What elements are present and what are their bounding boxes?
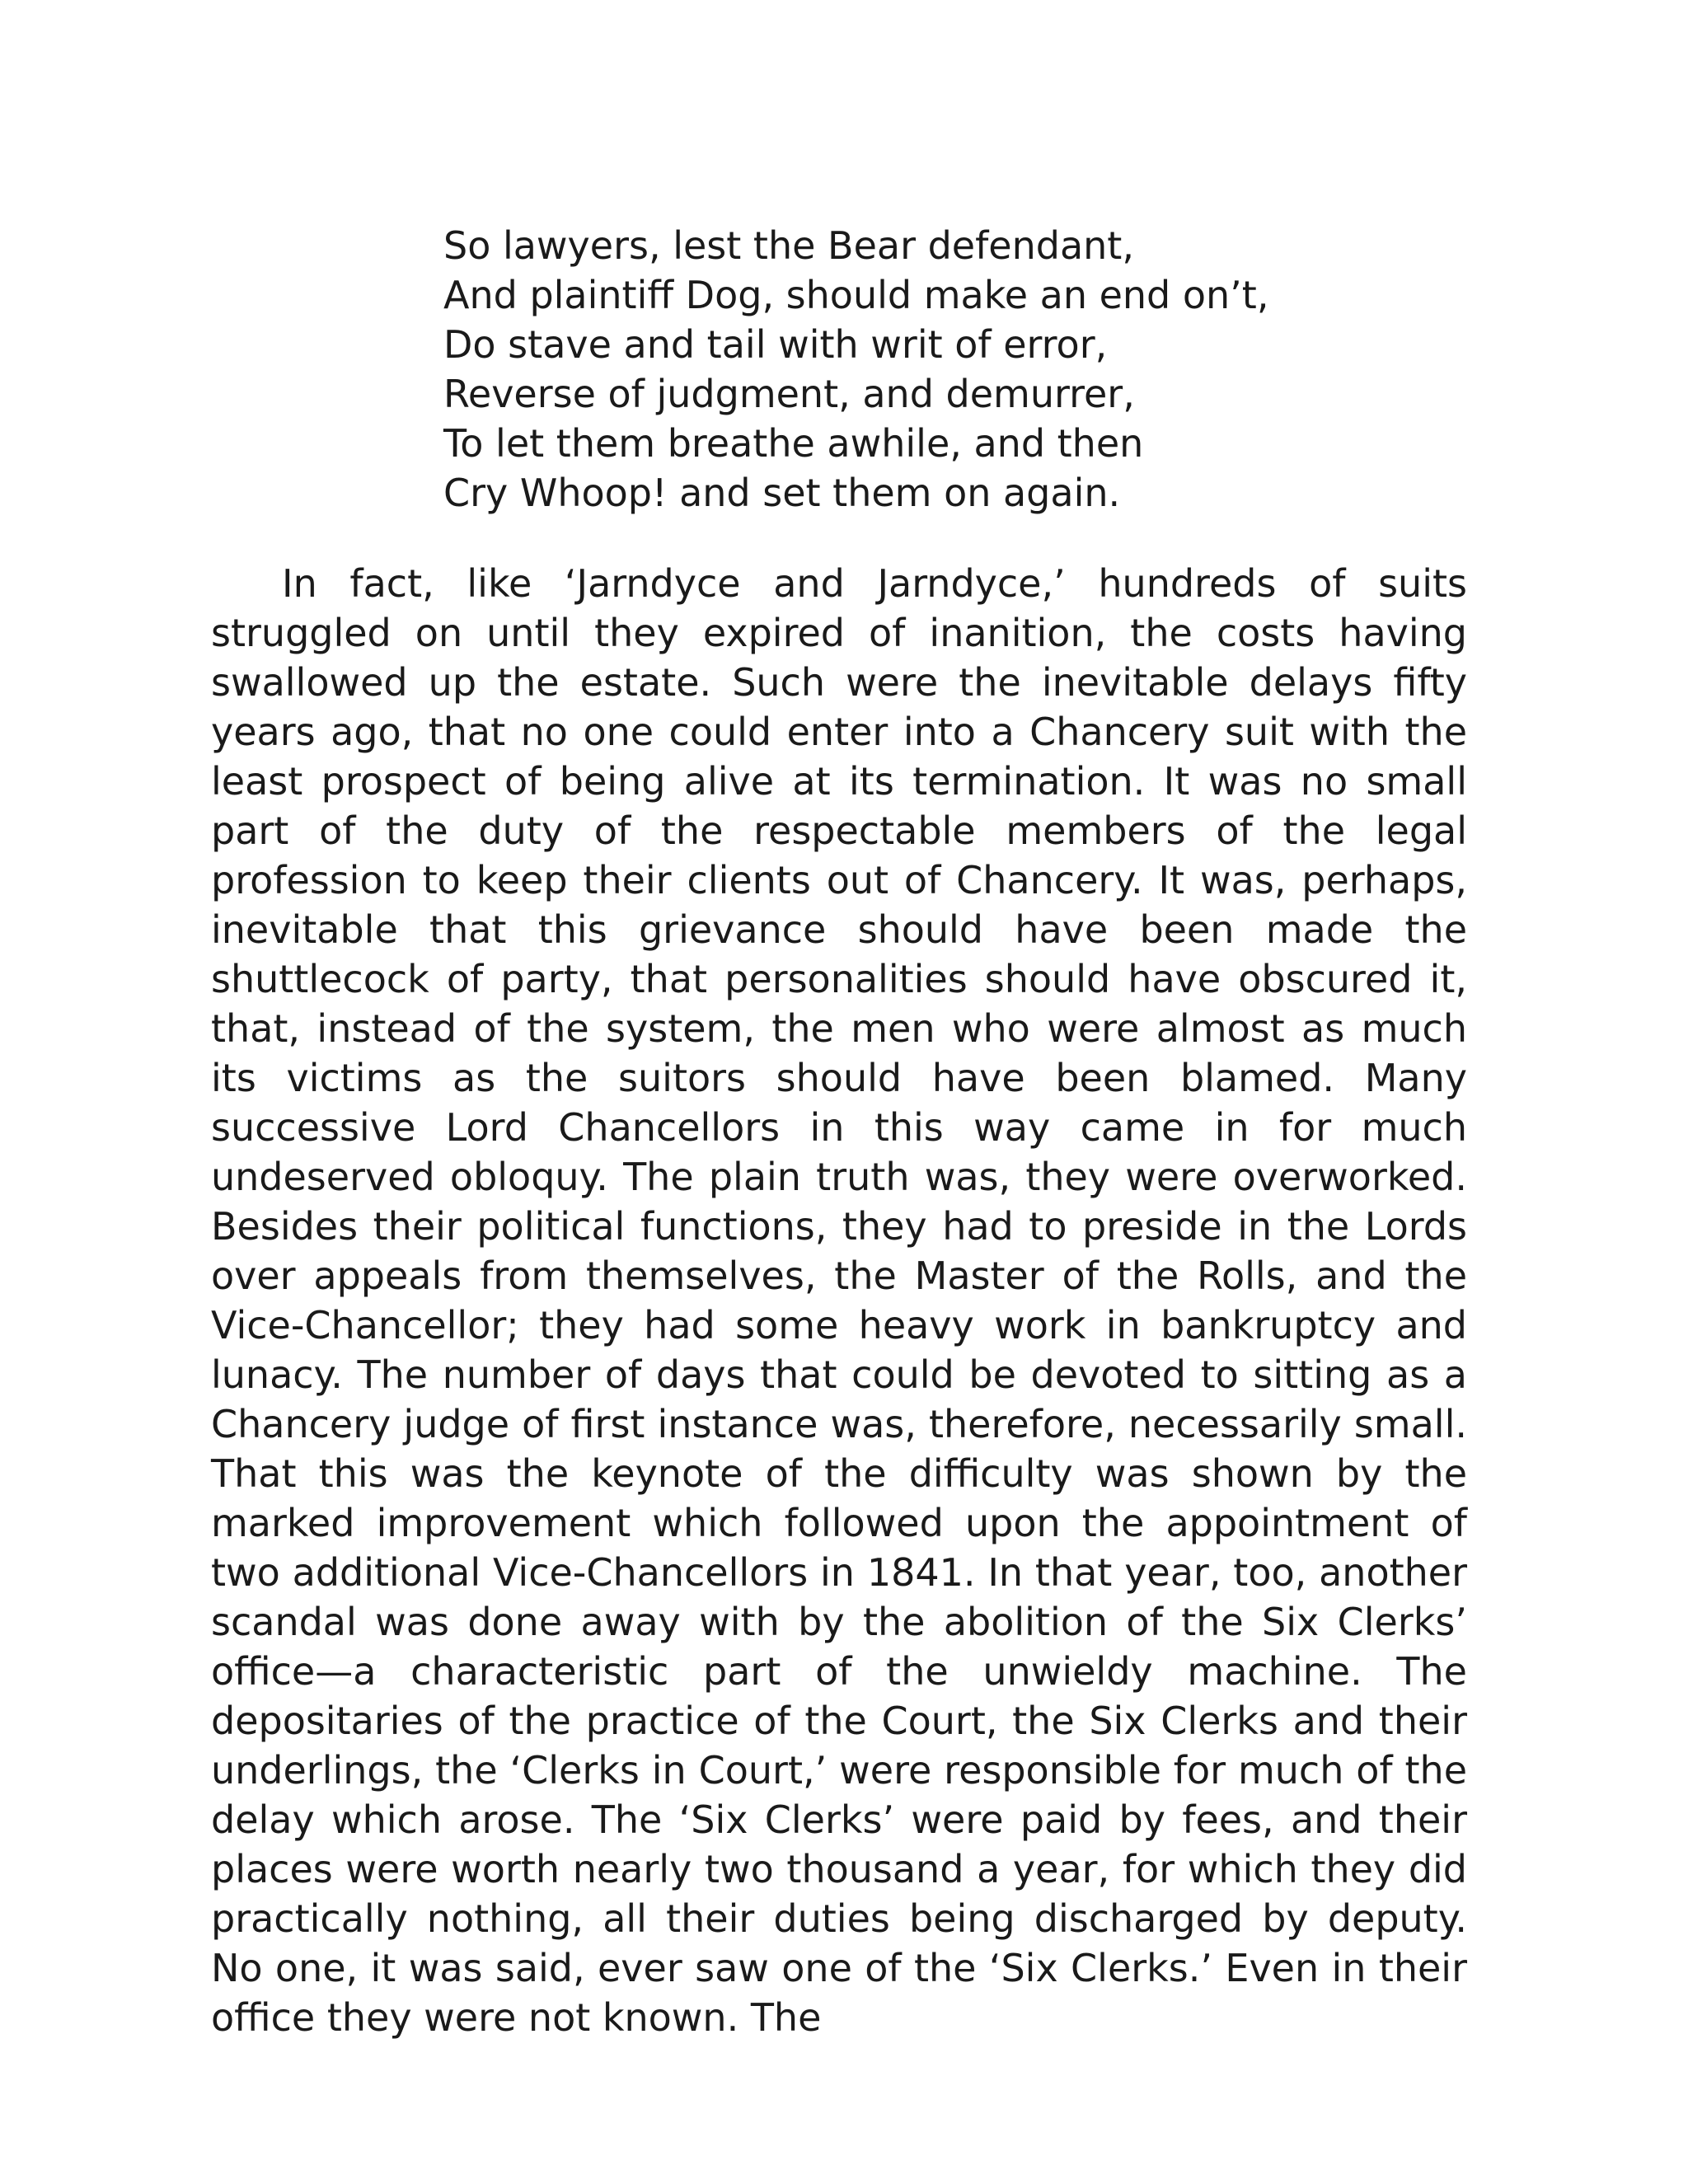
verse-line: To let them breathe awhile, and then xyxy=(443,421,1144,466)
verse-quotation xyxy=(443,221,1515,518)
body-paragraph: In fact, like ‘Jarndyce and Jarndyce,’ hundreds of suits struggled on until they expired of inanition, the costs having swallowed up the estate. Such were the inevitable delays fifty years ago, that no one could enter into a Chancery suit with the least prospect of being alive at its termination. It was no small part of the duty of the respectable members of the legal profession to keep their clients out of Chancery. It was, perhaps, inevitable that this grievance should have been made the shuttlecock of party, that personalities should have obscured it, that, instead of the system, the men who were almost as much its victims as the suitors should have been blamed. Many successive Lord Chancellors in this way came in for much undeserved obloquy. The plain truth was, they were overworked. Besides their political functions, they had to preside in the Lords over appeals from themselves, the Master of the Rolls, and the Vice-Chancellor; they had some heavy work in bankruptcy and lunacy. The number of days that could be devoted to sitting as a Chancery judge of first instance was, therefore, necessarily small. That this was the keynote of the difficulty was shown by the marked improvement which followed upon the appointment of two additional Vice-Chancellors in 1841. In that year, too, another scandal was done away with by the abolition of the Six Clerks’ office—a characteristic part of the unwieldy machine. The depositaries of the practice of the Court, the Six Clerks and their underlings, the ‘Clerks in Court,’ were responsible for much of the delay which arose. The ‘Six Clerks’ were paid by fees, and their places were worth nearly two thousand a year, for which they did practically nothing, all their duties being discharged by deputy. No one, it was said, ever saw one of the ‘Six Clerks.’ Even in their office they were not known. The xyxy=(211,561,1467,2040)
verse-line: So lawyers, lest the Bear defendant, xyxy=(443,223,1134,268)
verse-line: Cry Whoop! and set them on again. xyxy=(443,471,1121,515)
verse-line: And plaintiff Dog, should make an end on’t, xyxy=(443,273,1269,317)
verse-line: Do stave and tail with writ of error, xyxy=(443,322,1108,367)
verse-line: Reverse of judgment, and demurrer, xyxy=(443,372,1135,416)
